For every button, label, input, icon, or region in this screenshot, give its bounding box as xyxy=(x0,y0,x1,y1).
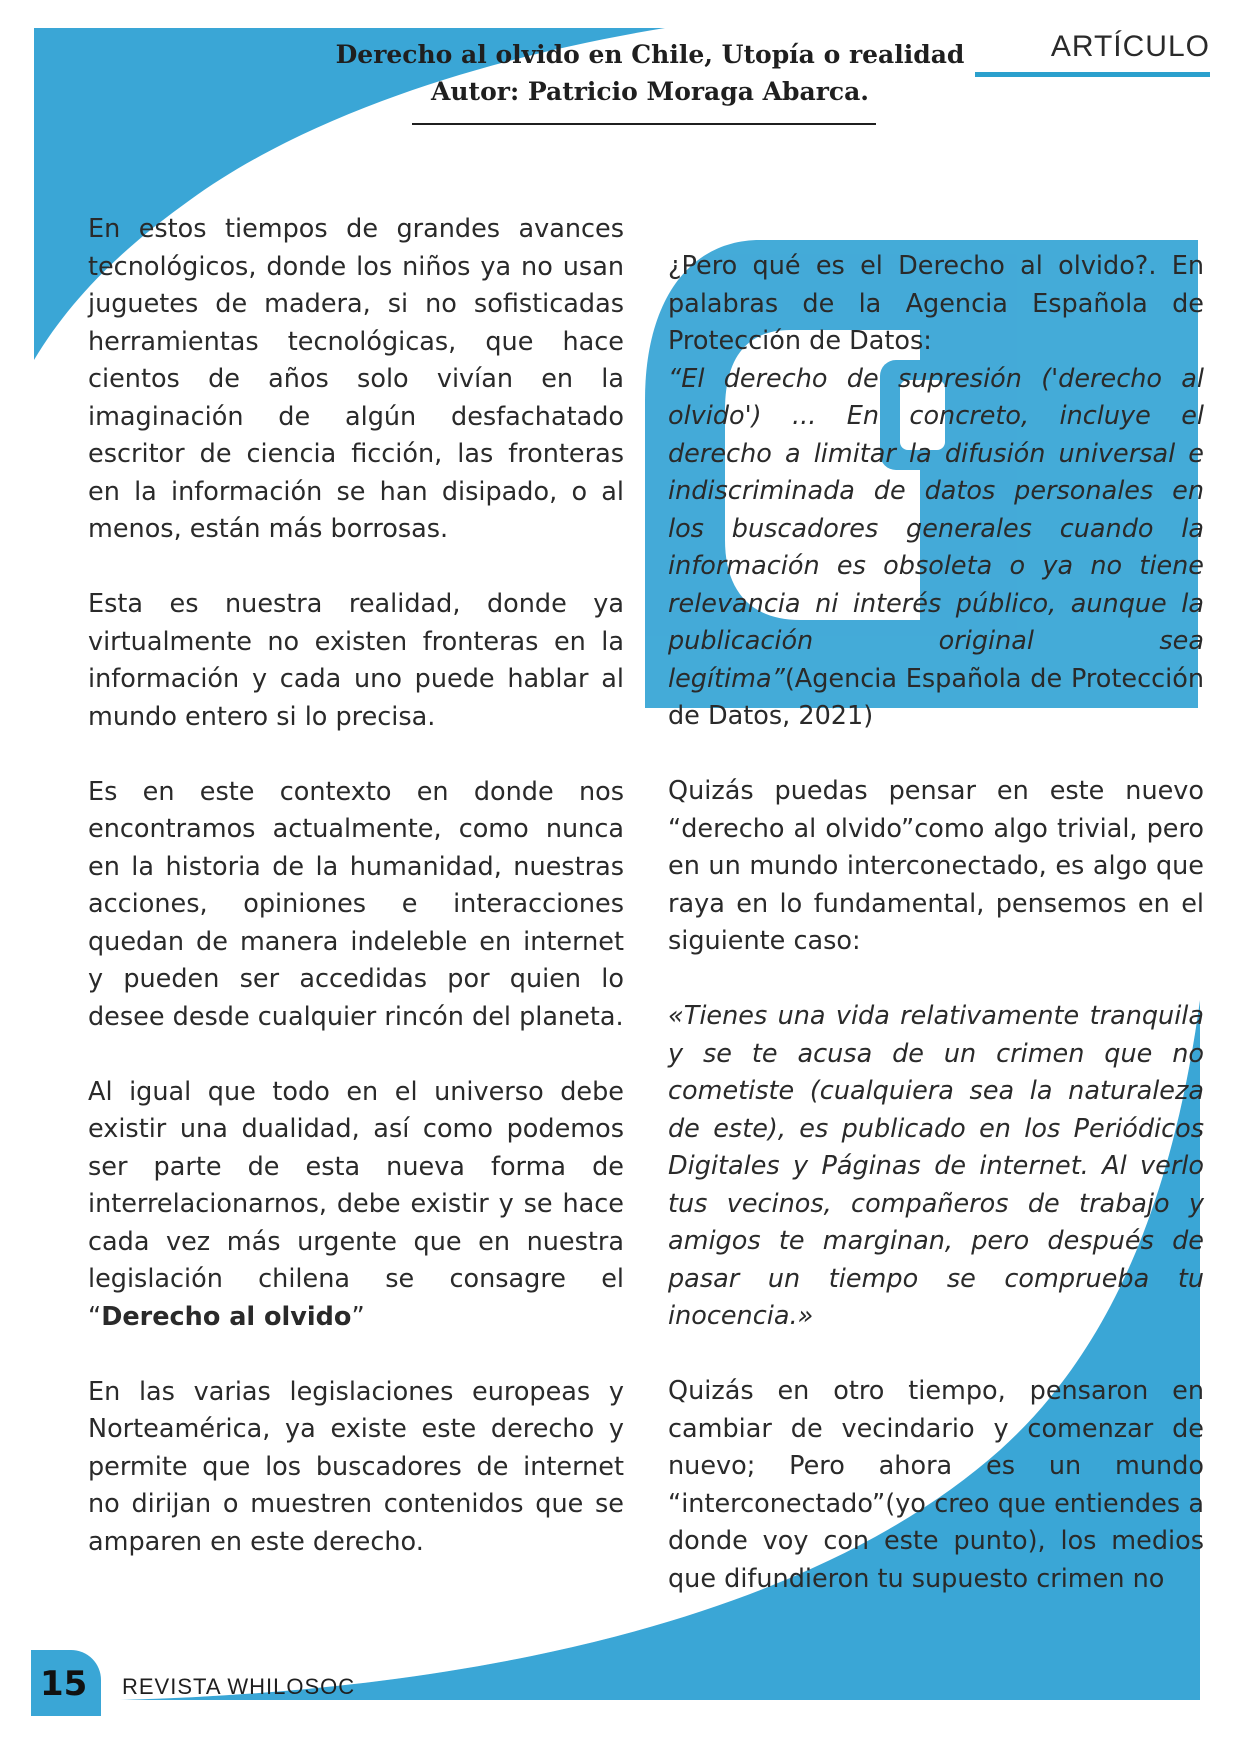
paragraph: Quizás puedas pensar en este nuevo “derecho al olvido”como algo trivial, pero en un mundo interconectado, es algo que raya en lo fundamental, pensemos en el siguiente caso: xyxy=(668,776,1204,956)
section-label: ARTÍCULO xyxy=(1050,30,1210,63)
article-author: Autor: Patricio Moraga Abarca. xyxy=(430,77,869,106)
paragraph: Esta es nuestra realidad, donde ya virtualmente no existen fronteras en la información y cada uno puede hablar al mundo entero si lo precisa. xyxy=(88,589,624,732)
article-header xyxy=(300,36,1000,110)
paragraph: En las varias legislaciones europeas y Norteamérica, ya existe este derecho y permite que los buscadores de internet no dirijan o muestren contenidos que se amparen en este derecho. xyxy=(88,1376,624,1557)
section-underline xyxy=(975,72,1210,77)
paragraph-text: Al igual que todo en el universo debe existir una dualidad, así como podemos ser parte de esta nueva forma de interrelacionarnos, debe existir y se hace cada vez más urgente que en nuestra legislación chilena se consagre el xyxy=(88,1076,624,1294)
paragraph-intro: ¿Pero qué es el Derecho al olvido?. En palabras de la Agencia Española de Protección de Datos: xyxy=(668,251,1204,356)
paragraph: Es en este contexto en donde nos encontramos actualmente, como nunca en la historia de la humanidad, nuestras acciones, opiniones e interacciones quedan de manera indeleble en internet y pueden ser accedidas por quien lo desee desde cualquier rincón del planeta. xyxy=(88,776,624,1032)
right-column xyxy=(668,248,1204,1598)
magazine-name: REVISTA WHILOSOC xyxy=(122,1674,356,1699)
case-quote: «Tienes una vida relativamente tranquila y se te acusa de un crimen que no cometiste (cualquiera sea la naturaleza de este), es publicado en los Periódicos Digitales y Páginas de internet. Al verlo tus vecinos, compañeros de trabajo y amigos te marginan, pero después de pasar un tiempo se comprueba tu inocencia.» xyxy=(668,1001,1204,1331)
article-title: Derecho al olvido en Chile, Utopía o realidad xyxy=(335,40,965,69)
paragraph xyxy=(668,248,1204,736)
paragraph: Quizás en otro tiempo, pensaron en cambiar de vecindario y comenzar de nuevo; Pero ahora es un mundo “interconectado”(yo creo que entiendes a donde voy con este punto), los medios que difundieron tu supuesto crimen no xyxy=(668,1376,1204,1594)
left-column xyxy=(88,211,624,1561)
close-quote: ” xyxy=(351,1301,365,1332)
header-divider xyxy=(412,123,876,125)
emphasis-term: Derecho al olvido xyxy=(101,1301,352,1332)
paragraph: En estos tiempos de grandes avances tecnológicos, donde los niños ya no usan juguetes de madera, si no sofisticadas herramientas tecnológicas, que hace cientos de años solo vivían en la imaginación de algún desfachatado escritor de ciencia ficción, las fronteras en la información se han disipado, o al menos, están más borrosas. xyxy=(88,214,624,544)
citation: (Agencia Española de Protección de Datos, 2021) xyxy=(668,663,1204,731)
open-quote: “ xyxy=(88,1301,102,1332)
paragraph xyxy=(88,1074,624,1337)
page-number: 15 xyxy=(40,1664,88,1704)
legal-quote: “El derecho de supresión ('derecho al olvido') ... En concreto, incluye el derecho a limitar la difusión universal e indiscriminada de datos personales en los buscadores generales cuando la información es obsoleta o ya no tiene relevancia ni interés público, aunque la publicación original sea legítima” xyxy=(668,363,1204,694)
